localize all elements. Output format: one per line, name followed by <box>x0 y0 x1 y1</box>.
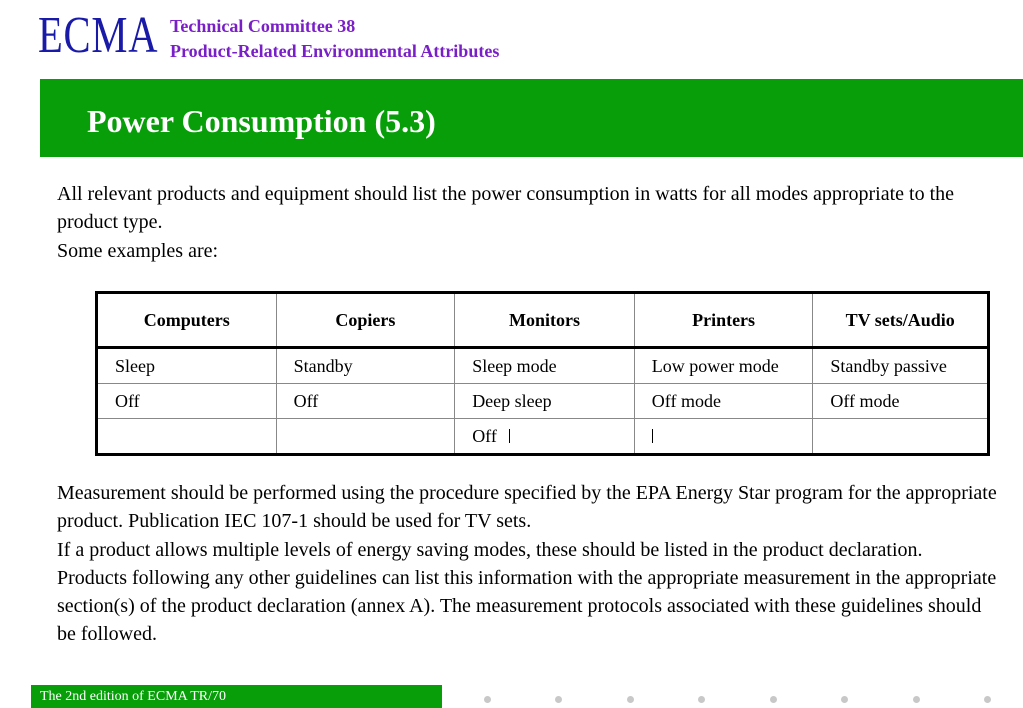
decorative-dot <box>627 696 634 703</box>
header-monitors: Monitors <box>455 293 635 348</box>
footer-bar <box>31 685 442 708</box>
table-cell: Off <box>276 384 455 419</box>
table-cell: Standby passive <box>813 348 989 384</box>
table-cell: Sleep mode <box>455 348 635 384</box>
text-cursor-mark <box>652 429 653 443</box>
committee-header <box>170 14 499 64</box>
guidelines-paragraph: Products following any other guidelines can list this information with the appropriate measurement in the appropriate section(s) of the product declaration (annex A). The measurement protocols associated with these guidelines should be followed. <box>57 566 997 646</box>
table-row <box>97 384 989 419</box>
header-copiers: Copiers <box>276 293 455 348</box>
footer-dots <box>484 696 994 704</box>
body-text <box>57 479 997 649</box>
table-cell: Off mode <box>634 384 813 419</box>
committee-name: Technical Committee 38 <box>170 16 356 36</box>
footer-label: The 2nd edition of ECMA TR/70 <box>40 689 227 704</box>
intro-paragraph: All relevant products and equipment should list the power consumption in watts for all modes appropriate to the product type. <box>57 183 955 234</box>
table-row <box>97 419 989 455</box>
intro-text <box>57 180 997 265</box>
table-cell: Standby <box>276 348 455 384</box>
decorative-dot <box>913 696 920 703</box>
measurement-paragraph: Measurement should be performed using the procedure specified by the EPA Energy Star program for the appropriate product. Publication IEC 107-1 should be used for TV sets. <box>57 482 997 533</box>
decorative-dot <box>484 696 491 703</box>
table-cell <box>634 419 813 455</box>
table-cell: Deep sleep <box>455 384 635 419</box>
table-cell <box>276 419 455 455</box>
table-row <box>97 348 989 384</box>
table-cell <box>97 419 277 455</box>
title-band <box>40 79 1023 157</box>
intro-examples-label: Some examples are: <box>57 239 219 262</box>
table-header-row <box>97 293 989 348</box>
decorative-dot <box>555 696 562 703</box>
committee-subtitle: Product-Related Environmental Attributes <box>170 41 500 61</box>
table-cell: Off mode <box>813 384 989 419</box>
table-cell: Off <box>97 384 277 419</box>
decorative-dot <box>841 696 848 703</box>
decorative-dot <box>698 696 705 703</box>
energy-saving-paragraph: If a product allows multiple levels of energy saving modes, these should be listed in the product declaration. <box>57 538 923 561</box>
slide-title: Power Consumption (5.3) <box>87 103 436 139</box>
table-cell: Low power mode <box>634 348 813 384</box>
header-computers: Computers <box>97 293 277 348</box>
table-cell <box>813 419 989 455</box>
header-printers: Printers <box>634 293 813 348</box>
table-cell <box>455 419 635 455</box>
power-modes-table <box>95 291 990 456</box>
header-tv-sets-audio: TV sets/Audio <box>813 293 989 348</box>
decorative-dot <box>770 696 777 703</box>
ecma-logo: ECMA <box>38 7 159 64</box>
table-cell: Sleep <box>97 348 277 384</box>
decorative-dot <box>984 696 991 703</box>
table-cell-text: Off <box>472 425 497 446</box>
text-cursor-mark <box>509 429 510 443</box>
